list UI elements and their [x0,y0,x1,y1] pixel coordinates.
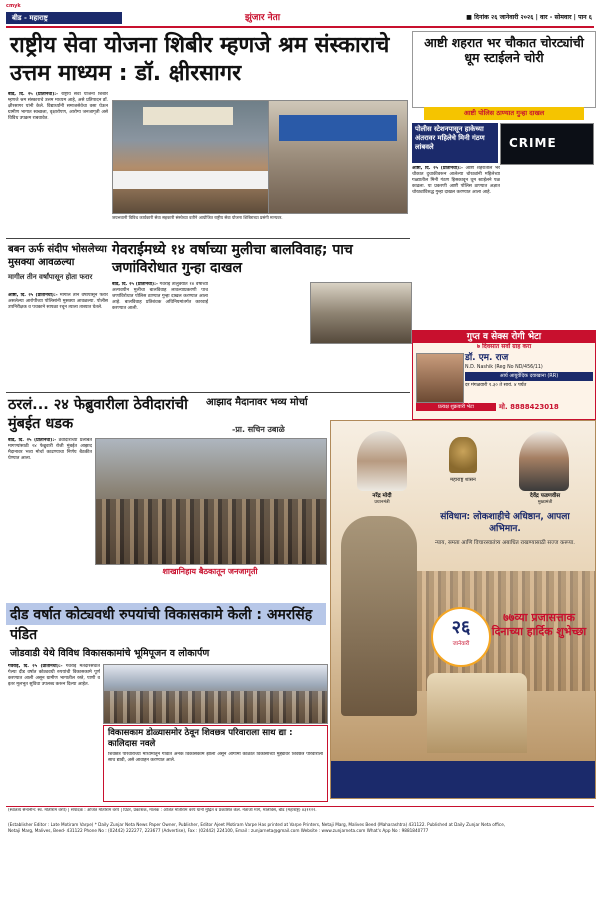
footer-line-2: (Establisher Editor : Late Motiram Varpe) * Daily Zunjar Neta News Paper Owner, Publisher, Editor Ajeet Motiram Varpe Has printed at Varpe Printers, Netaji Marg, Malives Beed (Maharashtra) 431122. Published at Daily Zunjar Neta office, [8,822,506,827]
clinic-day: आर्य आयुर्वेदिक दवाखाना (RR) [465,372,593,381]
footer-rule [6,806,594,807]
left-mid-sub: मागील तीन वर्षांपासून होता फरार [8,273,93,281]
rule-1 [6,238,410,239]
footer-line-1: (स्वातंत्र्य सेनानीन: स्व. मोतीराम वरपे) | संपादक : अजित मोतीराम वरपे | प्रिंटर, प्रकाशक, मालक : अजित मोतीराम वरपे यांनी मुद्रित व प्रकाशित केले. नेताजी मार्ग, मालीवेस, बीड (महाराष्ट्र) ४३११२२. [8,808,317,813]
protest-side-title: आझाद मैदानावर भव्य मोर्चा [206,397,308,408]
emblem-icon [449,437,477,473]
crime-body-col2 [503,166,593,326]
gov-quote-body: न्याय, समता आणि विचारस्वातंत्र्य अबाधित राखण्यासाठी सज्ज करूया. [435,540,575,546]
crime-headline: आष्टी शहरात भर चौकात चोरट्यांची धूम स्टाईलने चोरी [424,35,584,65]
left-mid-headline: बबन ऊर्फ संदीप भोसलेच्या मुसक्या आवळल्या [8,244,107,268]
clinic-ad [412,330,596,420]
lead-banner [143,107,233,125]
dev-headline: दीड वर्षात कोट्यवधी रुपयांची विकासकामे केली : अमरसिंह पंडित [10,607,313,643]
child-marriage-dateline: बीड, दि. २५ (प्रतिनिधी):- [112,282,158,287]
notice-headline: विकासकाम डोळ्यासमोर ठेवून शिवछत्र परिवाराला साथ द्या : कालिदास नवले [108,728,293,749]
protest-text: ठेवीदारांच्या प्रलंबित मागण्यांसाठी २४ फेब्रुवारी रोजी मुंबईत आझाद मैदानावर भव्य मोर्चा काढण्याचा निर्णय बैठकीत घेण्यात आला. [8,438,92,461]
protest-crowd [96,499,326,564]
protest-photo-caption [95,578,325,600]
clinic-reg: N.D. Nashik (Reg No ND/456/11) [465,365,543,370]
notice-box [103,725,328,802]
dev-crowd [104,691,327,723]
gov-cm-role: मुख्यमंत्री [537,500,553,505]
gov-ad [330,420,596,799]
lead-photo-2 [268,100,408,214]
left-mid-text: मागील तीन वर्षांपासून फरार असलेल्या आरोपीच्या पोलिसांनी मुसक्या आवळल्या. पोलीस उपनिरीक्षक व पथकाने सापळा रचून त्याला ताब्यात घेतले. [8,293,108,310]
crime-body: आष्टी शहरातील भर चौकात दुचाकीवरून आलेल्या चोरट्यांनी महिलेच्या गळ्यातील मिनी गंठण हिसकावून धूम स्टाईलने पळ काढला. या प्रकरणी आष्टी पोलिस ठाण्यात अज्ञात चोरट्यांविरुद्ध गुन्हा दाखल करण्यात आला आहे. [412,166,500,195]
gov-footer-strip [331,761,595,798]
crime-dateline: आष्टी, दि. २५ (प्रतिनिधी):- [412,166,463,171]
dev-photo [103,664,328,724]
gov-day-month: जानेवारी [452,641,470,647]
gov-quote-title: संविधान: लोकशाहीचे अधिष्ठान, आपला अभिमान. [440,512,570,534]
gov-cm-name: देवेंद्र फडणवीस [529,493,561,499]
edition-bar: बीड - महाराष्ट्र [6,12,122,24]
gov-cm-photo [519,431,569,491]
notice-body: शिवछत्र परिवाराच्या माध्यमातून गावात अनेक विकासकामे झाली असून आगामी काळात विकासाच्या मुद्द्यावर शिवछत्र परिवाराला साथ द्यावी, असे आवाहन करण्यात आले. [108,752,323,763]
lead-table [113,171,268,189]
dev-sub: जोडवाडी येथे विविध विकासकामांचे भूमिपूजन व लोकार्पण [10,648,210,659]
lead-headline: राष्ट्रीय सेवा योजना शिबीर म्हणजे श्रम संस्काराचे उत्तम माध्यम : डॉ. क्षीरसागर [10,33,390,86]
protest-body [8,438,92,600]
lead-dateline: बीड, दि. २५ (प्रतिनिधी):- [8,92,59,97]
left-mid-body [8,293,108,388]
clinic-doctor: डॉ. एम. राज [465,353,509,363]
child-marriage-body-col3 [310,346,410,388]
protest-photo [95,438,327,565]
lead-banner-2 [279,115,397,141]
gov-day-number: २६ [451,617,471,638]
crime-sub: आष्टी पोलिस ठाण्यात गुन्हा दाखल [424,107,584,120]
lead-photo-caption: जयभवानी विविध कार्यकारी सेवा सहकारी संस्थेच्या वतीने आयोजित राष्ट्रीय सेवा योजना शिबिराच्या प्रसंगी मान्यवर. [112,215,283,220]
lead-body: राष्ट्रीय सेवा योजना शिबीर म्हणजे श्रम संस्काराचे उत्तम माध्यम आहे, असे प्रतिपादन डॉ. क्षीरसागर यांनी केले. विद्यार्थ्यांनी समाजसेवेचा वसा घेऊन ग्रामीण भागात स्वच्छता, वृक्षारोपण, आरोग्य जनजागृती असे विविध उपक्रम राबवावेत. [8,92,108,121]
brand-mark: cmyk [6,3,21,9]
left-mid-dateline: आष्टी, दि. २५ (प्रतिनिधी):- [8,293,58,298]
gov-center-label: महाराष्ट्र शासन [450,477,476,483]
crime-body-col1 [412,166,500,236]
footer-line-3: Netaji Marg, Malives, Beed- 431122 Phone No : (02442) 222277, 223677 (Advertise), Fax : (02442) 224100, Email : zunjarneta@gmail.com Website : www.zunjarneta.com What's App No : 9881840777 [8,828,429,833]
gov-gateway [427,673,527,753]
child-marriage-text: गेवराई तालुक्यात १४ वर्षाच्या अल्पवयीन मुलीचा बालविवाह लावल्याप्रकरणी पाच जणांविरोधात पोलिस ठाण्यात गुन्हा दाखल करण्यात आला आहे. बालविवाह प्रतिबंधक अधिनियमांतर्गत कारवाई करण्यात आली. [112,282,208,311]
child-marriage-body-col1 [112,282,208,387]
crime-left-heading: पोलीस स्टेशनपासून हाकेच्या अंतरावर महिलेचे मिनी गंठण लांबवले [412,123,498,163]
dev-body [8,664,100,804]
clinic-timing: दर मंगळवारी १.३० ते सायं. ४ पर्यंत [465,383,527,388]
clinic-title: गुप्त व सेक्स रोगी भेटा [413,331,595,343]
protest-photo-headline: शाखानिहाय बैठकातून जनजागृती [162,567,258,576]
crime-badge [500,123,594,165]
protest-side-by: -प्रा. सचिन उबाळे [232,425,285,434]
header-rule [6,26,594,28]
crime-box [412,31,596,108]
child-marriage-headline: गेवराईमध्ये १४ वर्षाच्या मुलीचा बालविवाह; पाच जणांविरोधात गुन्हा दाखल [112,242,353,276]
clinic-photo [416,353,464,403]
clinic-phone: मो. 8888423018 [499,403,559,411]
gov-day-badge [431,607,491,667]
crime-badge-text: CRIME [509,136,557,150]
child-marriage-body-col2 [211,282,307,387]
gov-statue [341,516,417,716]
child-marriage-photo [310,282,412,344]
gov-pm-name: नरेंद्र मोदी [372,493,392,499]
dev-text: गेवराई मतदारसंघात गेल्या दीड वर्षात कोट्यवधी रुपयांची विकासकामे पूर्ण करण्यात आली असून ग्रामीण भागातील रस्ते, पाणी व इतर मूलभूत सुविधा उपलब्ध करून दिल्या आहेत. [8,664,100,687]
gov-pm-role: प्रधानमंत्री [374,500,390,505]
gov-republic: ७७व्या प्रजासत्ताक दिनाच्या हार्दिक शुभेच्छा [491,611,587,638]
masthead: झुंजार नेता [245,13,281,23]
gov-pm-photo [357,431,407,491]
lead-photo [112,100,269,214]
clinic-sub: ७ दिवसात सर्वो ग्राह करा [476,343,532,350]
protest-dateline: बीड, दि. २५ (प्रतिनिधी):- [8,438,57,443]
clinic-phone-label: प्रत्यक्ष शुक्रवारी भेटा [416,403,496,411]
dev-dateline: गेवराई, दि. २५ (प्रतिनिधी):- [8,664,63,669]
lead-body-col1 [8,92,108,232]
rule-2 [6,392,410,393]
date-line: ■ दिनांक २६ जानेवारी २०२६ | वार - सोमवार | पान ६ [466,14,592,21]
lead-body-col2 [278,128,279,129]
protest-headline: ठरलं... २४ फेब्रुवारीला ठेवीदारांची मुंबईत धडक [8,397,188,432]
